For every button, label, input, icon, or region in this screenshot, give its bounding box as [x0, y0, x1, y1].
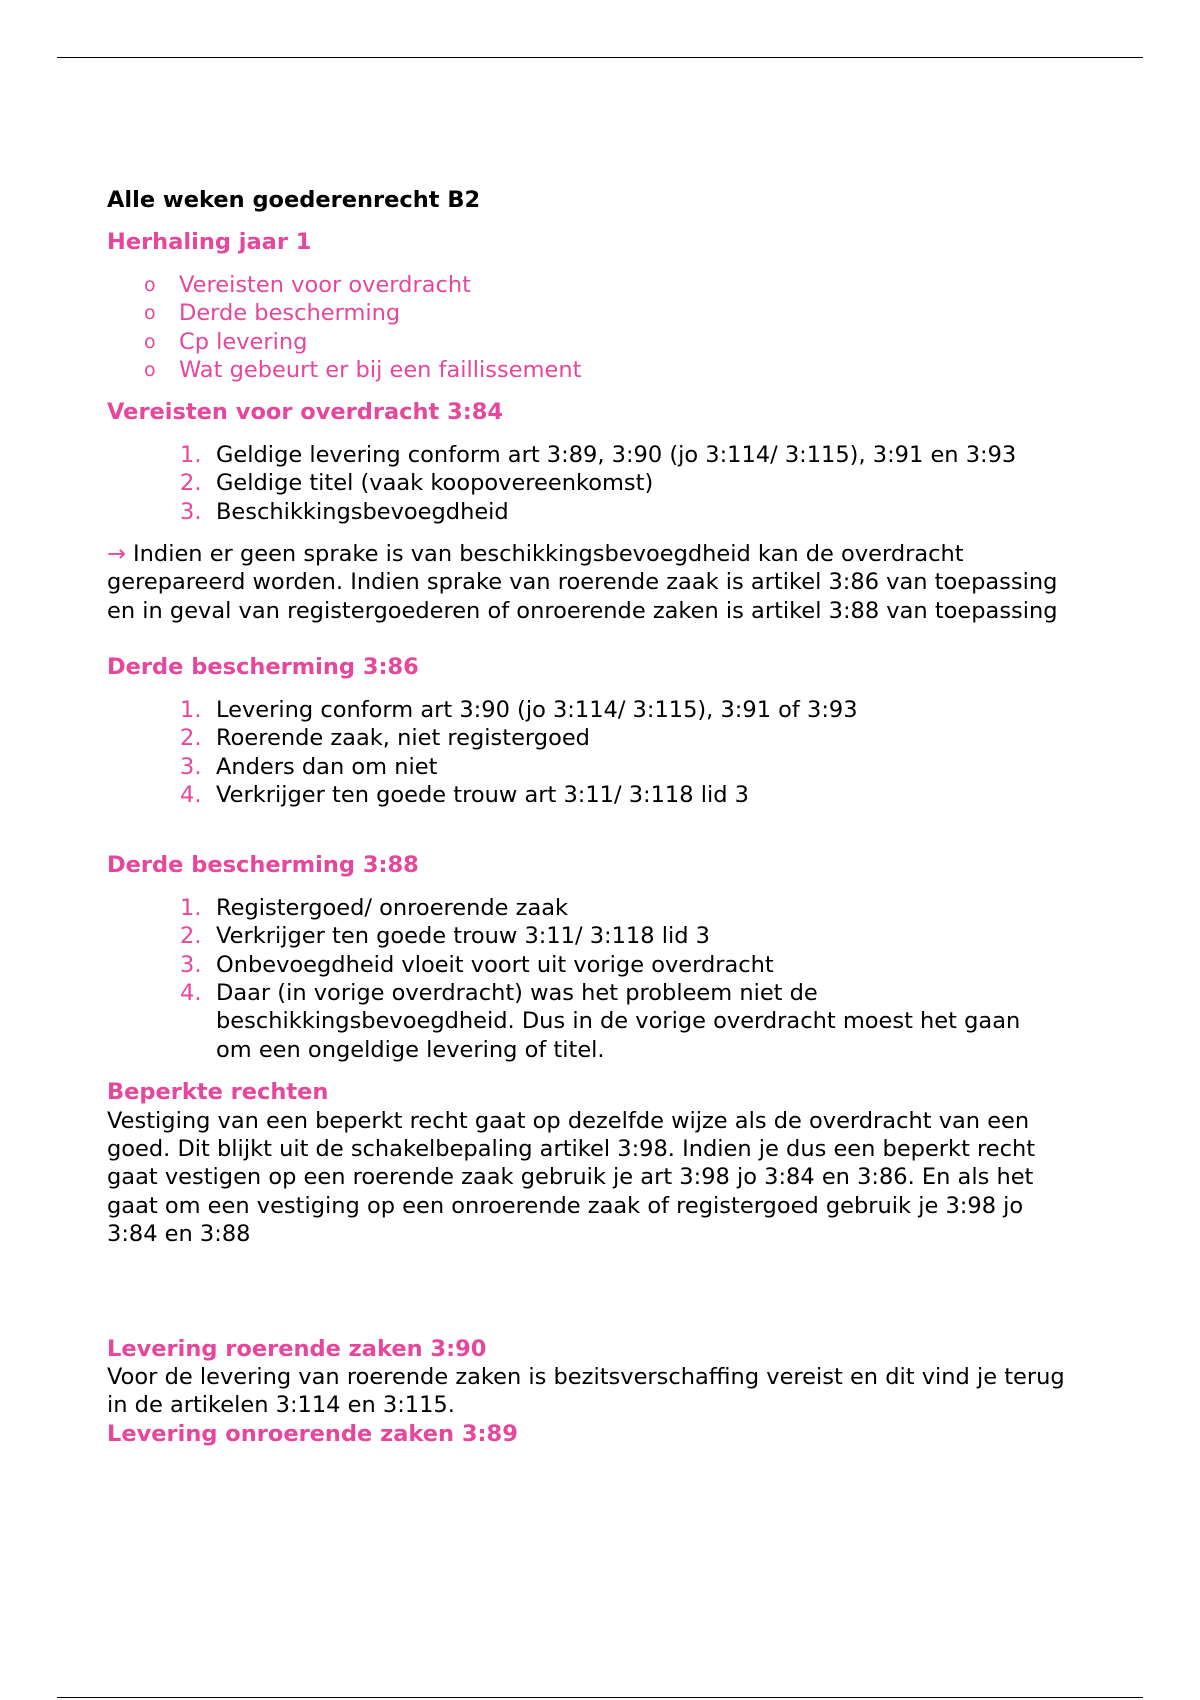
heading-levering-onroerend: Levering onroerende zaken 3:89: [107, 1420, 518, 1447]
list-item: o Wat gebeurt er bij een faillissement: [144, 357, 582, 384]
beperkte-rechten-text: Vestiging van een beperkt recht gaat op dezelfde wijze als de overdracht van een goed. Dit blijkt uit de schakelbepaling artikel 3:98. Indien je dus een beperkt recht gaat vestigen op een roerende zaak gebruik je art 3:98 jo 3:84 en 3:86. En als het gaat om een vestiging op een onroerende zaak of registergoed gebruik je 3:98 jo 3:84 en 3:88: [107, 1107, 1036, 1248]
list-item: 3. Onbevoegdheid vloeit voort uit vorige overdracht: [180, 951, 774, 978]
arrow-right-icon: →: [107, 541, 126, 568]
bullet-marker: o: [144, 330, 156, 353]
bullet-marker: o: [144, 273, 156, 296]
list-number: 4.: [180, 781, 202, 808]
list-number: 2.: [180, 470, 202, 497]
heading-levering-roerend: Levering roerende zaken 3:90: [107, 1335, 487, 1362]
list-item: 4. Verkrijger ten goede trouw art 3:11/ 3:118 lid 3: [180, 781, 749, 808]
list-number: 2.: [180, 923, 202, 950]
list-number: 1.: [180, 696, 202, 723]
heading-derde-388: Derde bescherming 3:88: [107, 852, 419, 879]
bottom-rule: [57, 1697, 1143, 1698]
levering-roerend-text: Voor de levering van roerende zaken is bezitsverschaffing vereist en dit vind je terug in de artikelen 3:114 en 3:115.: [107, 1364, 1065, 1419]
heading-vereisten: Vereisten voor overdracht 3:84: [107, 399, 504, 426]
list-item: 3. Anders dan om niet: [180, 753, 438, 780]
list-number: 4.: [180, 979, 202, 1006]
herhaling-list: [107, 271, 1067, 385]
bullet-marker: o: [144, 359, 156, 382]
list-item: o Cp levering: [144, 328, 308, 355]
document-body: [107, 186, 1067, 1448]
vereisten-list: [107, 441, 1067, 526]
heading-beperkte-rechten: Beperkte rechten: [107, 1079, 329, 1106]
list-item: 2. Roerende zaak, niet registergoed: [180, 725, 590, 752]
vereisten-note: → Indien er geen sprake is van beschikkingsbevoegdheid kan de overdracht gerepareerd worden. Indien sprake van roerende zaak is artikel 3:86 van toepassing en in geval van registergoederen of onroerende zaken is artikel 3:88 van toepassing: [107, 541, 1058, 624]
list-number: 2.: [180, 725, 202, 752]
list-item: o Vereisten voor overdracht: [144, 271, 471, 298]
derde-386-list: [107, 696, 1067, 810]
heading-derde-386: Derde bescherming 3:86: [107, 654, 419, 681]
derde-388-list: [107, 894, 1067, 1064]
list-item: 3. Beschikkingsbevoegdheid: [180, 498, 509, 525]
list-item: 1. Levering conform art 3:90 (jo 3:114/ 3:115), 3:91 of 3:93: [180, 696, 858, 723]
list-number: 3.: [180, 753, 202, 780]
list-item: 2. Geldige titel (vaak koopovereenkomst): [180, 470, 654, 497]
list-number: 1.: [180, 441, 202, 468]
heading-herhaling: Herhaling jaar 1: [107, 229, 312, 256]
list-item: 2. Verkrijger ten goede trouw 3:11/ 3:118 lid 3: [180, 923, 710, 950]
list-item: o Derde bescherming: [144, 300, 401, 327]
list-number: 3.: [180, 951, 202, 978]
list-number: 1.: [180, 894, 202, 921]
list-item: 1. Registergoed/ onroerende zaak: [180, 894, 569, 921]
list-number: 3.: [180, 498, 202, 525]
list-item: 1. Geldige levering conform art 3:89, 3:90 (jo 3:114/ 3:115), 3:91 en 3:93: [180, 441, 1017, 468]
list-item: 4. Daar (in vorige overdracht) was het probleem niet de beschikkingsbevoegdheid. Dus in de vorige overdracht moest het gaan om een ongeldige levering of titel.: [180, 979, 1021, 1063]
document-title: Alle weken goederenrecht B2: [107, 187, 481, 213]
top-rule: [57, 57, 1143, 58]
bullet-marker: o: [144, 302, 156, 325]
